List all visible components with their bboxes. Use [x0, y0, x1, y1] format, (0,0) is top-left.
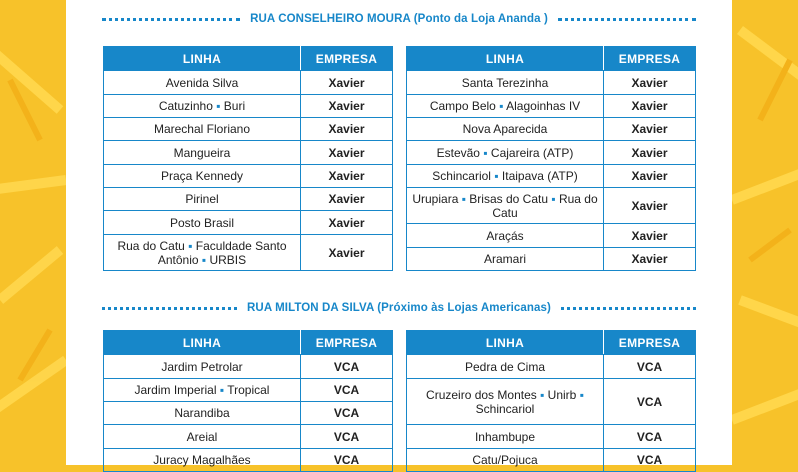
table-row [407, 248, 696, 271]
section-title-conselheiro-moura [102, 13, 696, 25]
cell-empresa: Xavier [604, 95, 696, 118]
cell-linha: Mangueira [104, 141, 301, 165]
cell-linha: Estevão ▪ Cajareira (ATP) [407, 141, 604, 165]
cell-linha: Santa Terezinha [407, 71, 604, 95]
table-row [407, 165, 696, 188]
cell-empresa: Xavier [301, 118, 393, 141]
cell-linha: Nova Aparecida [407, 118, 604, 141]
cell-linha: Inhambupe [407, 425, 604, 449]
table-row [407, 141, 696, 165]
table-row [104, 235, 393, 271]
cell-linha: Schincariol ▪ Itaipava (ATP) [407, 165, 604, 188]
cell-linha: Jardim Petrolar [104, 355, 301, 379]
cell-empresa: VCA [604, 425, 696, 449]
section-title-milton-da-silva [102, 302, 696, 314]
table-row [407, 118, 696, 141]
cell-empresa: Xavier [604, 188, 696, 224]
separator-bullet: ▪ [219, 383, 225, 397]
table-row [104, 355, 393, 379]
table-row [104, 402, 393, 425]
table-row [104, 379, 393, 402]
cell-linha: Areial [104, 425, 301, 449]
table-row [104, 165, 393, 188]
cell-linha: Campo Belo ▪ Alagoinhas IV [407, 95, 604, 118]
separator-bullet: ▪ [551, 191, 556, 206]
cell-linha: Urupiara ▪ Brisas do Catu ▪ Rua do Catu [407, 188, 604, 224]
table-row [104, 71, 393, 95]
cell-empresa: VCA [604, 449, 696, 472]
table-row [104, 141, 393, 165]
cell-linha: Aramari [407, 248, 604, 271]
cell-empresa: Xavier [301, 141, 393, 165]
cell-empresa: VCA [301, 355, 393, 379]
cell-linha: Avenida Silva [104, 71, 301, 95]
table-header-row [104, 331, 393, 355]
cell-empresa: Xavier [301, 165, 393, 188]
table-header-row [407, 331, 696, 355]
cell-empresa: Xavier [301, 95, 393, 118]
table-row [407, 425, 696, 449]
cell-empresa: VCA [301, 449, 393, 472]
table-row [407, 224, 696, 248]
cell-linha: Catu/Pojuca [407, 449, 604, 472]
cell-linha: Marechal Floriano [104, 118, 301, 141]
table-row [104, 449, 393, 472]
cell-linha: Posto Brasil [104, 211, 301, 235]
dotted-rule-right [561, 307, 696, 310]
table-row [104, 211, 393, 235]
cell-linha: Pedra de Cima [407, 355, 604, 379]
cell-empresa: VCA [301, 425, 393, 449]
table-row [104, 118, 393, 141]
cell-linha: Cruzeiro dos Montes ▪ Unirb ▪ Schincariol [407, 379, 604, 425]
cell-empresa: Xavier [301, 71, 393, 95]
lines-table-vca-left [103, 330, 393, 472]
separator-bullet: ▪ [540, 387, 545, 402]
column-header-linha: LINHA [407, 331, 604, 355]
cell-linha: Juracy Magalhães [104, 449, 301, 472]
cell-linha: Jardim Imperial ▪ Tropical [104, 379, 301, 402]
table-row [104, 425, 393, 449]
cell-linha: Araçás [407, 224, 604, 248]
column-header-linha: LINHA [104, 47, 301, 71]
dotted-rule-right [558, 18, 696, 21]
table-row [104, 188, 393, 211]
column-header-empresa: EMPRESA [604, 331, 696, 355]
lines-table-vca-right [406, 330, 696, 472]
separator-bullet: ▪ [188, 238, 193, 253]
table-row [104, 95, 393, 118]
column-header-linha: LINHA [104, 331, 301, 355]
cell-empresa: Xavier [604, 71, 696, 95]
dotted-rule-left [102, 307, 237, 310]
separator-bullet: ▪ [461, 191, 466, 206]
cell-empresa: VCA [604, 355, 696, 379]
cell-empresa: VCA [301, 379, 393, 402]
cell-empresa: VCA [604, 379, 696, 425]
column-header-empresa: EMPRESA [301, 47, 393, 71]
table-row [407, 449, 696, 472]
schedule-card [66, 0, 732, 465]
table-header-row [104, 47, 393, 71]
dotted-rule-left [102, 18, 240, 21]
column-header-linha: LINHA [407, 47, 604, 71]
cell-empresa: Xavier [604, 141, 696, 165]
separator-bullet: ▪ [216, 99, 221, 113]
separator-bullet: ▪ [579, 387, 584, 402]
separator-bullet: ▪ [494, 169, 499, 183]
cell-empresa: Xavier [301, 235, 393, 271]
section-heading: RUA MILTON DA SILVA (Próximo às Lojas Americanas) [247, 302, 551, 314]
cell-empresa: Xavier [604, 118, 696, 141]
cell-linha: Praça Kennedy [104, 165, 301, 188]
column-header-empresa: EMPRESA [604, 47, 696, 71]
cell-linha: Narandiba [104, 402, 301, 425]
lines-table-xavier-left [103, 46, 393, 271]
cell-empresa: Xavier [301, 188, 393, 211]
separator-bullet: ▪ [499, 99, 504, 113]
cell-linha: Pirinel [104, 188, 301, 211]
column-header-empresa: EMPRESA [301, 331, 393, 355]
table-header-row [407, 47, 696, 71]
table-row [407, 188, 696, 224]
table-row [407, 355, 696, 379]
section-heading: RUA CONSELHEIRO MOURA (Ponto da Loja Ananda ) [250, 13, 548, 25]
table-row [407, 95, 696, 118]
lines-table-xavier-right [406, 46, 696, 271]
cell-empresa: Xavier [604, 248, 696, 271]
table-row [407, 379, 696, 425]
separator-bullet: ▪ [201, 252, 207, 267]
cell-linha: Rua do Catu ▪ Faculdade Santo Antônio ▪ URBIS [104, 235, 301, 271]
cell-empresa: Xavier [604, 224, 696, 248]
separator-bullet: ▪ [483, 145, 488, 160]
cell-empresa: Xavier [604, 165, 696, 188]
cell-empresa: VCA [301, 402, 393, 425]
table-row [407, 71, 696, 95]
cell-linha: Catuzinho ▪ Buri [104, 95, 301, 118]
cell-empresa: Xavier [301, 211, 393, 235]
